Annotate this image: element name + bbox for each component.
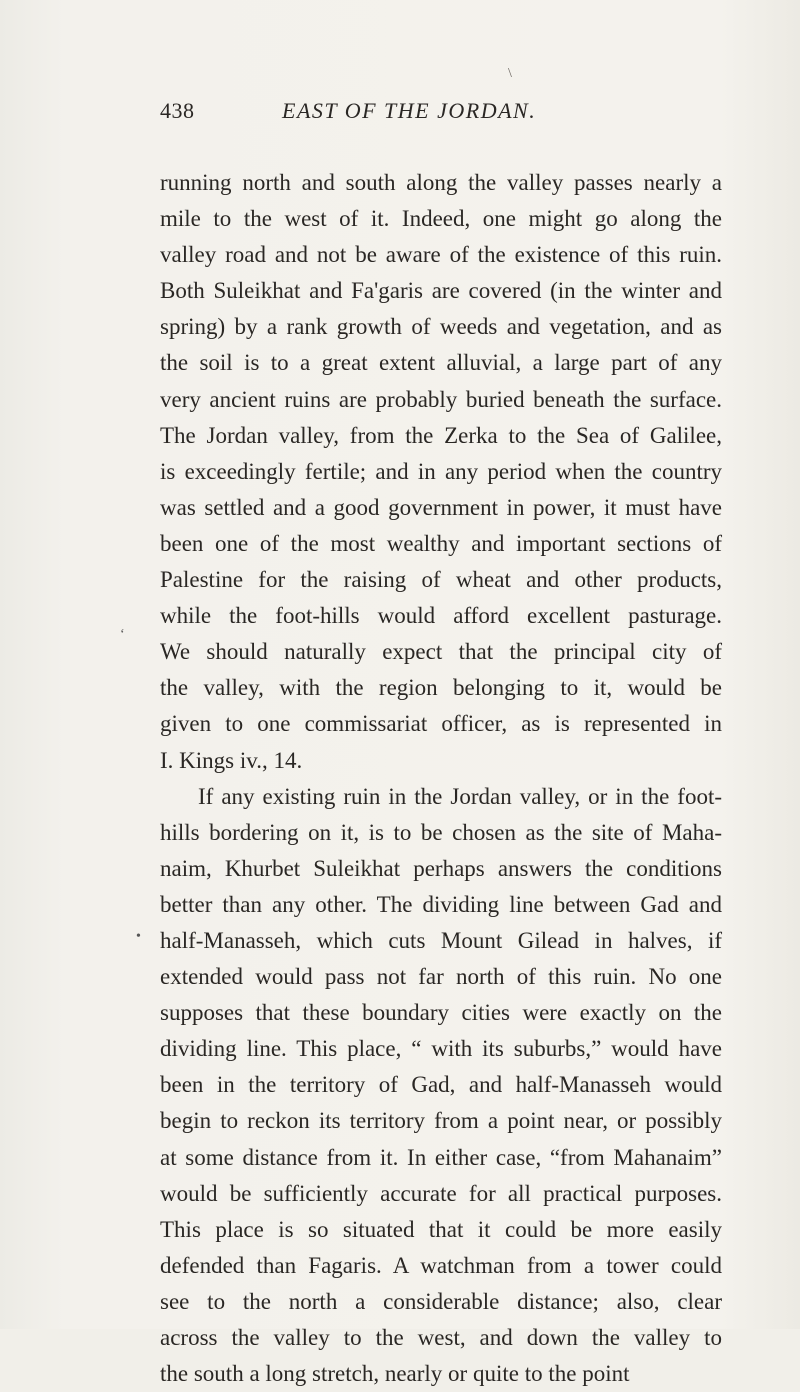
text-line: half-Manasseh, which cuts Mount Gilead in halves, if <box>160 927 722 953</box>
text-line: mile to the west of it. Indeed, one might go along the <box>160 206 722 232</box>
text-line: across the valley to the west, and down the valley to <box>160 1325 722 1350</box>
text-line: the soil is to a great extent alluvial, a large part of any <box>160 350 722 376</box>
text-line: the valley, with the region belonging to it, would be <box>160 675 722 701</box>
text-line: The Jordan valley, from the Zerka to the Sea of Galilee, <box>160 422 722 448</box>
text-line: was settled and a good government in power, it must have <box>160 494 722 520</box>
text-line: supposes that these boundary cities were exactly on the <box>160 1000 722 1026</box>
text-line: Both Suleikhat and Fa'garis are covered (in the winter and <box>160 278 722 304</box>
text-line: begin to reckon its territory from a point near, or possibly <box>160 1108 722 1134</box>
margin-dot-mark: • <box>136 929 141 944</box>
body-text <box>160 165 722 1392</box>
text-line: Palestine for the raising of wheat and other products, <box>160 567 722 593</box>
text-line: been in the territory of Gad, and half-Manasseh would <box>160 1072 722 1098</box>
ink-speck: \ <box>508 66 512 81</box>
text-line: given to one commissariat officer, as is represented in <box>160 711 722 737</box>
paragraph <box>160 779 722 1392</box>
margin-dash-mark: ‘ <box>120 627 125 642</box>
text-line: while the foot-hills would afford excellent pasturage. <box>160 603 722 629</box>
text-line: would be sufficiently accurate for all practical purposes. <box>160 1180 722 1206</box>
text-line: the south a long stretch, nearly or quite to the point <box>160 1361 630 1387</box>
text-line: at some distance from it. In either case, “from Mahanaim” <box>160 1144 722 1170</box>
text-line: We should naturally expect that the principal city of <box>160 639 722 665</box>
text-line: If any existing ruin in the Jordan valley, or in the foot- <box>198 783 722 809</box>
text-line: running north and south along the valley passes nearly a <box>160 170 722 195</box>
text-line: very ancient ruins are probably buried beneath the surface. <box>160 386 722 412</box>
text-line: better than any other. The dividing line between Gad and <box>160 891 722 917</box>
text-line: valley road and not be aware of the existence of this ruin. <box>160 242 722 268</box>
page-header <box>160 98 720 134</box>
page-number: 438 <box>160 98 195 123</box>
text-line: defended than Fagaris. A watchman from a tower could <box>160 1252 722 1278</box>
text-line: This place is so situated that it could be more easily <box>160 1216 722 1242</box>
text-line: see to the north a considerable distance; also, clear <box>160 1288 722 1314</box>
text-line: been one of the most wealthy and important sections of <box>160 530 722 556</box>
text-line: extended would pass not far north of this ruin. No one <box>160 964 722 990</box>
text-line: dividing line. This place, “ with its suburbs,” would have <box>160 1036 722 1062</box>
text-line: spring) by a rank growth of weeds and vegetation, and as <box>160 314 722 340</box>
text-line: hills bordering on it, is to be chosen as the site of Maha- <box>160 819 722 845</box>
running-head: EAST OF THE JORDAN. <box>282 98 537 123</box>
text-line: I. Kings iv., 14. <box>160 747 303 773</box>
text-line: naim, Khurbet Suleikhat perhaps answers the conditions <box>160 855 722 881</box>
text-line: is exceedingly fertile; and in any period when the country <box>160 458 722 484</box>
paragraph <box>160 165 722 779</box>
